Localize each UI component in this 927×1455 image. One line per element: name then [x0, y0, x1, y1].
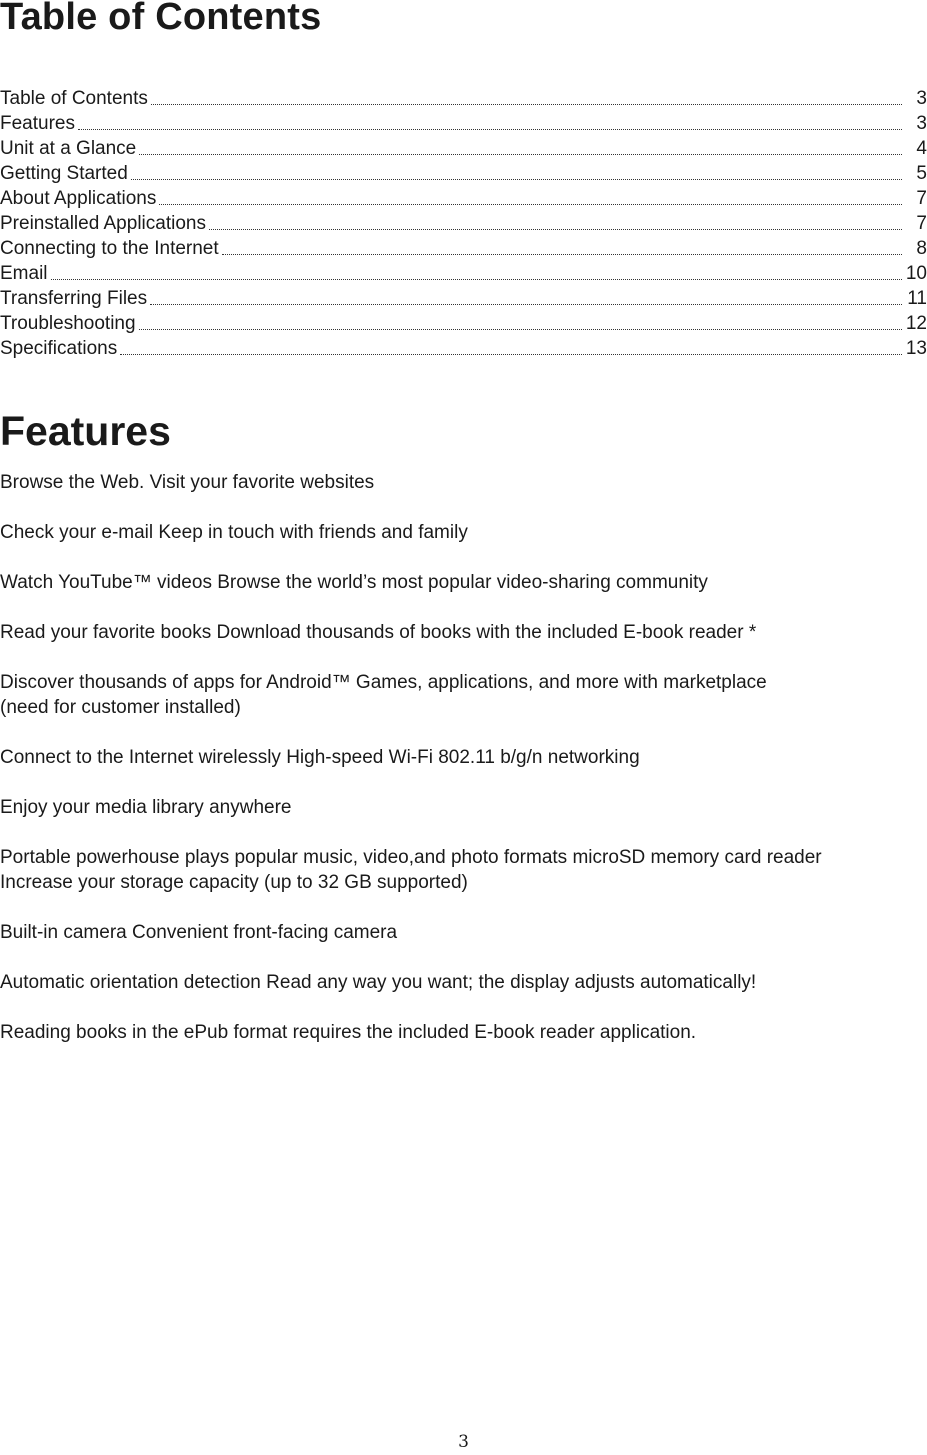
toc-entry-page: 3 [916, 113, 927, 134]
toc-dot-leader [150, 304, 902, 305]
toc-entry[interactable] [0, 236, 927, 261]
toc-entry-page: 11 [907, 288, 927, 309]
feature-item [0, 670, 920, 720]
toc-entry-title: Email [0, 263, 48, 284]
toc-dot-leader [51, 279, 902, 280]
toc-entry[interactable] [0, 86, 927, 111]
toc-entry-page: 13 [905, 338, 927, 359]
feature-line: (need for customer installed) [0, 697, 241, 718]
toc-entry[interactable] [0, 161, 927, 186]
toc-entry-page: 5 [916, 163, 927, 184]
toc-entry-title: Troubleshooting [0, 313, 136, 334]
toc-entry-title: Getting Started [0, 163, 128, 184]
toc-entry-title: Preinstalled Applications [0, 213, 206, 234]
toc-entry-title: About Applications [0, 188, 157, 209]
toc-entry-page: 7 [916, 188, 927, 209]
feature-item [0, 920, 920, 945]
toc-dot-leader [209, 229, 902, 230]
feature-item [0, 520, 920, 545]
toc-entry[interactable] [0, 186, 927, 211]
feature-line: Built-in camera Convenient front-facing camera [0, 922, 398, 943]
toc-entry-title: Features [0, 113, 75, 134]
toc-entry[interactable] [0, 136, 927, 161]
feature-line: Connect to the Internet wirelessly High-speed Wi-Fi 802.11 b/g/n networking [0, 747, 640, 768]
page-number: 3 [458, 1432, 469, 1452]
toc-dot-leader [120, 354, 902, 355]
toc-dot-leader [139, 329, 902, 330]
toc-entry-title: Specifications [0, 338, 118, 359]
toc-entry-page: 3 [916, 88, 927, 109]
feature-line: Read your favorite books Download thousands of books with the included E-book reader * [0, 622, 757, 643]
toc-entry-page: 12 [905, 313, 927, 334]
feature-item [0, 620, 920, 645]
toc-entry-page: 10 [905, 263, 927, 284]
toc-entry-title: Unit at a Glance [0, 138, 137, 159]
toc-dot-leader [78, 129, 902, 130]
toc-entry[interactable] [0, 311, 927, 336]
features-heading: Features [0, 408, 171, 454]
feature-line: Increase your storage capacity (up to 32 GB supported) [0, 872, 468, 893]
toc-entry[interactable] [0, 261, 927, 286]
toc-entry[interactable] [0, 286, 927, 311]
toc-dot-leader [159, 204, 902, 205]
feature-item [0, 845, 920, 895]
toc-dot-leader [131, 179, 902, 180]
toc-entry[interactable] [0, 336, 927, 361]
feature-item [0, 970, 920, 995]
feature-line: Check your e-mail Keep in touch with friends and family [0, 522, 468, 543]
feature-item [0, 470, 920, 495]
toc-entry[interactable] [0, 111, 927, 136]
toc-dot-leader [222, 254, 902, 255]
toc-entry-page: 7 [916, 213, 927, 234]
toc-entry-title: Connecting to the Internet [0, 238, 219, 259]
feature-line: Discover thousands of apps for Android™ Games, applications, and more with marketplace [0, 672, 767, 693]
feature-line: Watch YouTube™ videos Browse the world’s most popular video-sharing community [0, 572, 708, 593]
feature-item [0, 795, 920, 820]
feature-item [0, 745, 920, 770]
toc-dot-leader [139, 154, 902, 155]
feature-line: Enjoy your media library anywhere [0, 797, 292, 818]
toc-list [0, 86, 927, 361]
feature-item [0, 570, 920, 595]
toc-entry-page: 8 [916, 238, 927, 259]
toc-entry-title: Table of Contents [0, 88, 148, 109]
toc-entry-title: Transferring Files [0, 288, 148, 309]
feature-item [0, 1020, 920, 1045]
toc-heading: Table of Contents [0, 0, 322, 38]
toc-entry[interactable] [0, 211, 927, 236]
toc-entry-page: 4 [916, 138, 927, 159]
features-list [0, 470, 920, 1070]
feature-line: Browse the Web. Visit your favorite websites [0, 472, 375, 493]
feature-line: Portable powerhouse plays popular music, video,and photo formats microSD memory card reader [0, 847, 822, 868]
toc-dot-leader [151, 104, 902, 105]
feature-line: Automatic orientation detection Read any way you want; the display adjusts automatically! [0, 972, 757, 993]
feature-line: Reading books in the ePub format requires the included E-book reader application. [0, 1022, 697, 1043]
